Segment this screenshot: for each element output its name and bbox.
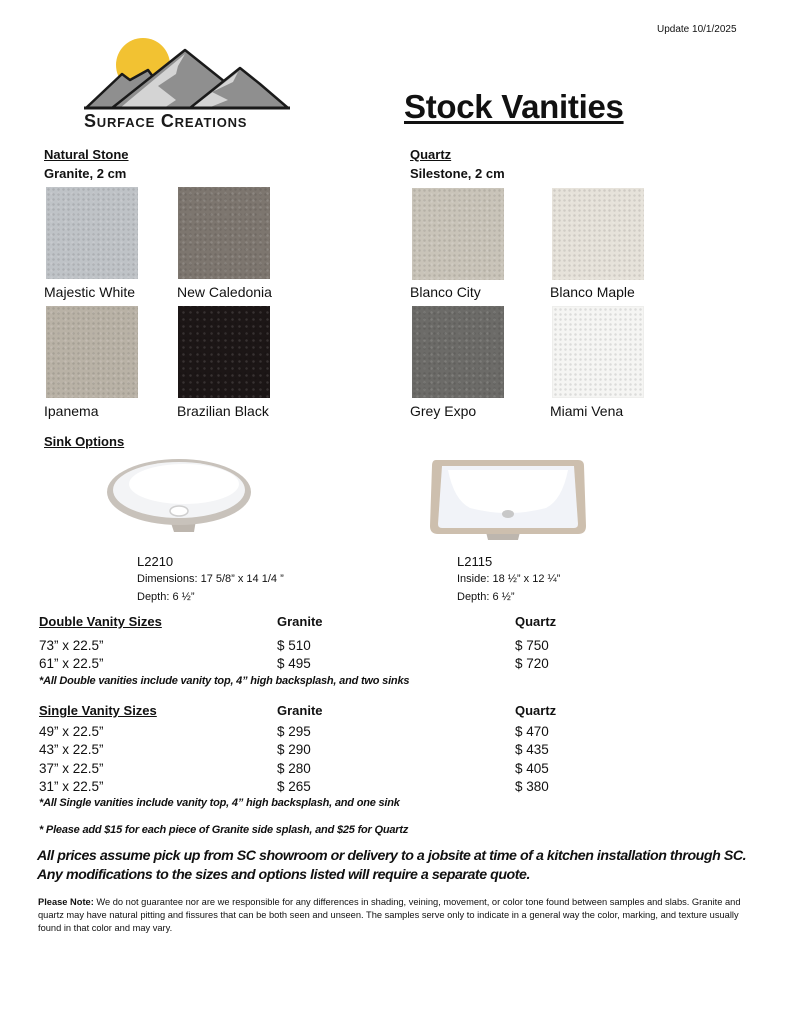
pricing-note: All prices assume pick up from SC showroom or delivery to a jobsite at time of a kitchen installation through SC. <box>37 848 747 864</box>
sink-options-heading: Sink Options <box>44 434 125 449</box>
granite-subheading: Granite, 2 cm <box>44 166 127 181</box>
sink-depth: Depth: 6 ½” <box>137 591 195 603</box>
granite-column-header: Granite <box>277 614 323 629</box>
sink-dimensions: Dimensions: 17 5/8” x 14 1/4 ” <box>137 573 284 585</box>
swatch-grey-expo <box>412 306 504 398</box>
sink-code: L2115 <box>457 554 493 569</box>
quartz-heading: Quartz <box>410 147 452 162</box>
swatch-label: Blanco City <box>410 284 481 300</box>
sink-rectangular-image <box>428 456 588 542</box>
modification-note: Any modifications to the sizes and options listed will require a separate quote. <box>37 867 530 883</box>
swatch-majestic-white <box>46 187 138 279</box>
swatch-label: Grey Expo <box>410 403 477 419</box>
granite-price-cell: $ 290 <box>277 742 311 757</box>
swatch-label: Majestic White <box>44 284 136 300</box>
quartz-price-cell: $ 470 <box>515 724 549 739</box>
double-vanity-heading: Double Vanity Sizes <box>39 614 162 629</box>
size-cell: 61” x 22.5” <box>39 656 104 671</box>
brand-name: Surface Creations <box>84 111 248 131</box>
swatch-blanco-maple <box>552 188 644 280</box>
sink-oval-image <box>104 454 254 536</box>
update-date: Update 10/1/2025 <box>657 24 737 35</box>
size-cell: 37” x 22.5” <box>39 761 104 776</box>
granite-price-cell: $ 265 <box>277 779 311 794</box>
side-splash-note: * Please add $15 for each piece of Granite side splash, and $25 for Quartz <box>39 824 409 836</box>
disclaimer-label: Please Note: <box>38 897 94 907</box>
sink-depth: Depth: 6 ½” <box>457 591 515 603</box>
granite-price-cell: $ 495 <box>277 656 311 671</box>
page-title: Stock Vanities <box>404 88 624 125</box>
granite-price-cell: $ 295 <box>277 724 311 739</box>
pricing-notes <box>37 847 777 885</box>
disclaimer-text: We do not guarantee nor are we responsible for any differences in shading, veining, movement, or color tone found between samples and slabs. Granite and quartz may have natural pitting and fissures that can be both seen and unseen. The samples serve only to indicate in a general way the color, marking, and texture usually found in that color and may vary. <box>38 897 741 933</box>
size-cell: 73” x 22.5” <box>39 638 104 653</box>
swatch-label: Brazilian Black <box>177 403 269 419</box>
quartz-price-cell: $ 380 <box>515 779 549 794</box>
natural-stone-heading: Natural Stone <box>44 147 129 162</box>
granite-price-cell: $ 510 <box>277 638 311 653</box>
size-cell: 31” x 22.5” <box>39 779 104 794</box>
granite-price-cell: $ 280 <box>277 761 311 776</box>
disclaimer <box>38 896 762 935</box>
swatch-brazilian-black <box>178 306 270 398</box>
swatch-blanco-city <box>412 188 504 280</box>
quartz-price-cell: $ 435 <box>515 742 549 757</box>
quartz-column-header: Quartz <box>515 703 557 718</box>
quartz-price-cell: $ 720 <box>515 656 549 671</box>
granite-column-header: Granite <box>277 703 323 718</box>
quartz-price-cell: $ 750 <box>515 638 549 653</box>
swatch-miami-vena <box>552 306 644 398</box>
swatch-label: Ipanema <box>44 403 99 419</box>
size-cell: 49” x 22.5” <box>39 724 104 739</box>
sink-code: L2210 <box>137 554 174 569</box>
sink-dimensions: Inside: 18 ½” x 12 ¼” <box>457 573 561 585</box>
quartz-price-cell: $ 405 <box>515 761 549 776</box>
swatch-label: Blanco Maple <box>550 284 635 300</box>
size-cell: 43” x 22.5” <box>39 742 104 757</box>
swatch-label: Miami Vena <box>550 403 624 419</box>
double-vanity-note: *All Double vanities include vanity top, 4” high backsplash, and two sinks <box>39 675 410 687</box>
swatch-new-caledonia <box>178 187 270 279</box>
swatch-label: New Caledonia <box>177 284 272 300</box>
single-vanity-note: *All Single vanities include vanity top, 4” high backsplash, and one sink <box>39 797 400 809</box>
single-vanity-heading: Single Vanity Sizes <box>39 703 157 718</box>
silestone-subheading: Silestone, 2 cm <box>410 166 505 181</box>
quartz-column-header: Quartz <box>515 614 557 629</box>
swatch-ipanema <box>46 306 138 398</box>
